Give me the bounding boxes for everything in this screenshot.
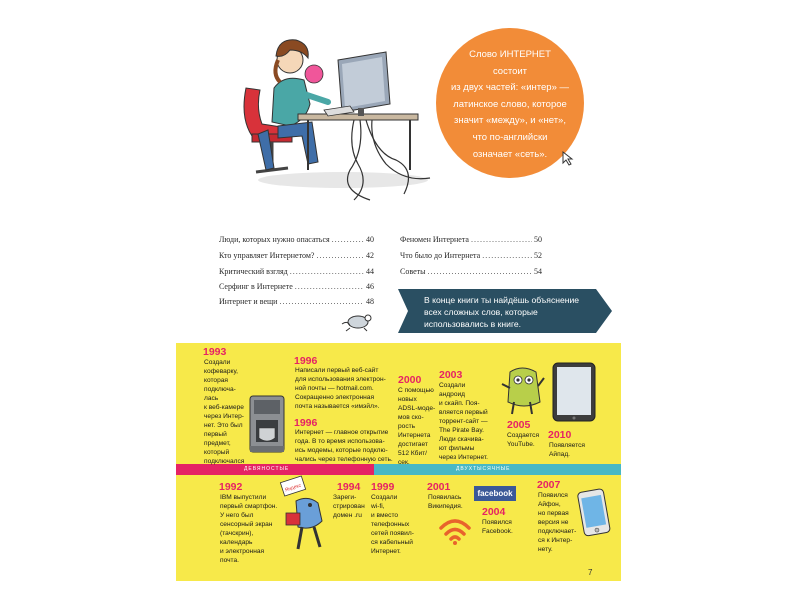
event-line: The Pirate Bay. [439,427,484,434]
toc-entry[interactable] [219,267,374,276]
event-year: 1993 [203,346,227,358]
event-line: Интернета [398,432,431,439]
event-line: Появляется [549,442,586,449]
bubble-line: что по-английски [472,131,548,143]
event-line: Интернет. [371,548,401,555]
event-line: ADSL-моде- [398,405,436,412]
banner-line: всех сложных слов, которые [424,307,538,317]
event-line: и скайп. Поя- [439,400,480,407]
event-line: ся к Интер- [538,537,573,544]
event-description [371,493,414,556]
toc-page: 46 [366,282,374,291]
event-line: домен .ru [333,512,362,519]
bubble-line: из двух частей: «интер» — [451,82,569,94]
event-line: У него был [220,512,254,519]
event-year: 1992 [219,481,243,493]
toc-entry[interactable] [219,251,374,260]
toc-entry[interactable] [400,235,542,244]
event-description [507,431,539,449]
event-line: лась [204,395,219,402]
event-line: Появился [538,492,568,499]
event-year: 1994 [337,481,361,493]
coffee-machine-icon [246,394,288,456]
event-description [428,493,463,511]
event-line: торрент-сайт — [439,418,488,425]
event-description [333,493,365,520]
event-line: сенсорный экран [220,521,273,528]
event-line: подключает- [538,528,577,535]
event-line: новых [398,396,417,403]
toc-title: Советы [400,267,426,276]
event-line: и электронная [220,548,265,555]
two-thousands-label: ДВУХТЫСЯЧНЫЕ [456,466,511,472]
event-line: рость [398,423,416,430]
event-year: 2005 [507,419,531,431]
robot-sign-text: Яндекс [284,482,302,494]
event-line: для использования электрон- [295,376,386,383]
event-line: YouTube. [507,441,535,448]
event-line: Сокращенно электронная [295,394,375,401]
event-line: подключался [204,458,245,465]
event-line: нет. Это был [204,422,243,429]
event-line: сетей появил- [371,530,414,537]
bubble-line: значит «между», и «нет», [454,115,566,127]
event-line: С помощью [398,387,434,394]
toc-title: Феномен Интернета [400,235,469,244]
event-line: андроид [439,391,466,398]
event-description [204,358,244,466]
event-line: первый смартфон. [220,503,278,510]
yandex-robot-illustration [276,475,336,553]
event-line: нету. [538,546,553,553]
event-line: к веб-камере [204,404,244,411]
toc-page: 52 [534,251,542,260]
toc-entry[interactable] [219,282,374,291]
event-line: 512 Кбит/ [398,450,427,457]
event-description [398,386,435,467]
event-year: 1996 [294,417,318,429]
event-year: 2003 [439,369,463,381]
event-year: 1996 [294,355,318,367]
toc-entry[interactable] [400,267,542,276]
toc-entry[interactable] [219,235,374,244]
event-year: 1999 [371,481,395,493]
event-line: (тачскрин), [220,530,254,537]
toc-title: Серфинг в Интернете [219,282,293,291]
event-line: мов ско- [398,414,424,421]
event-year: 2007 [537,479,561,491]
event-line: календарь [220,539,253,546]
toc-title: Что было до Интернета [400,251,481,260]
facebook-logo: facebook [474,486,516,501]
event-line: ись модемы, которые подклю- [295,447,388,454]
event-line: почта называется «имэйл». [295,403,380,410]
event-line: через Интернет. [439,454,489,461]
event-description [549,441,585,459]
toc-page: 44 [366,267,374,276]
event-description [295,366,386,411]
event-line: и вместо [371,512,399,519]
event-line: кофеварку, [204,368,238,375]
bubble-line: Слово ИНТЕРНЕТ [469,49,551,60]
banner-line: использовались в книге. [424,319,522,329]
event-description [482,518,513,536]
event-year: 2004 [482,506,506,518]
event-line: Facebook. [482,528,513,535]
nineties-label: ДЕВЯНОСТЫЕ [244,466,290,472]
event-line: Люди скачива- [439,436,484,443]
event-line: достигает [398,441,428,448]
event-line: wi-fi, [371,503,385,510]
event-description [439,381,488,462]
toc-title: Люди, которых нужно опасаться [219,235,330,244]
event-description [220,493,277,565]
toc-title: Критический взгляд [219,267,288,276]
event-line: Создается [507,432,540,439]
event-line: сек. [398,459,410,466]
event-line: Появился [482,519,512,526]
mouse-cursor-icon [561,150,577,166]
event-line: которая [204,377,228,384]
event-line: Создали [371,494,398,501]
event-line: подключа- [204,386,236,393]
event-year: 2001 [427,481,451,493]
wifi-icon [439,516,471,546]
toc-title: Кто управляет Интернетом? [219,251,315,260]
toc-title: Интернет и вещи [219,297,278,306]
event-line: Айпад. [549,451,570,458]
event-line: но первая [538,510,569,517]
event-line: предмет, [204,440,231,447]
event-line: Интернет — главное открытие [295,429,389,436]
internet-fact-text [444,47,576,163]
toc-page: 50 [534,235,542,244]
event-line: года. В то время использова- [295,438,385,445]
event-line: через Интер- [204,413,245,420]
banner-line: В конце книги ты найдёшь объяснение [424,295,580,305]
event-line: почта. [220,557,239,564]
glossary-banner-text [424,294,604,330]
event-line: версия не [538,519,569,526]
event-line: Написали первый веб-сайт [295,367,379,374]
event-description [295,428,393,464]
android-robot-icon [498,362,548,418]
event-description [538,491,576,554]
toc-page: 54 [534,267,542,276]
bug-doodle-icon [338,308,378,332]
toc-entry[interactable] [219,297,374,306]
event-line: Википедия. [428,503,463,510]
page-number: 7 [588,568,593,577]
event-line: Зареги- [333,494,357,501]
event-line: Появилась [428,494,462,501]
bubble-line: означает «сеть». [472,148,548,160]
event-line: Создали [439,382,466,389]
toc-page: 48 [366,297,374,306]
event-line: IBM выпустили [220,494,267,501]
event-line: ной почты — hotmail.com. [295,385,374,392]
toc-page: 42 [366,251,374,260]
event-line: телефонных [371,521,410,528]
girl-at-computer-illustration [238,30,448,215]
bubble-line: латинское слово, которое [453,98,567,110]
event-year: 2000 [398,374,422,386]
toc-entry[interactable] [400,251,542,260]
event-line: Айфон, [538,501,561,508]
toc-page: 40 [366,235,374,244]
event-line: вляется первый [439,409,488,416]
event-line: Создали [204,359,231,366]
event-year: 2010 [548,429,572,441]
event-line: который [204,449,230,456]
event-line: первый [204,431,227,438]
tablet-icon [551,361,597,423]
event-line: чались через телефонную сеть. [295,456,393,463]
bubble-line: состоит [492,65,528,77]
event-line: ся кабельный [371,539,413,546]
event-line: стрирован [333,503,365,510]
event-line: ют фильмы [439,445,475,452]
